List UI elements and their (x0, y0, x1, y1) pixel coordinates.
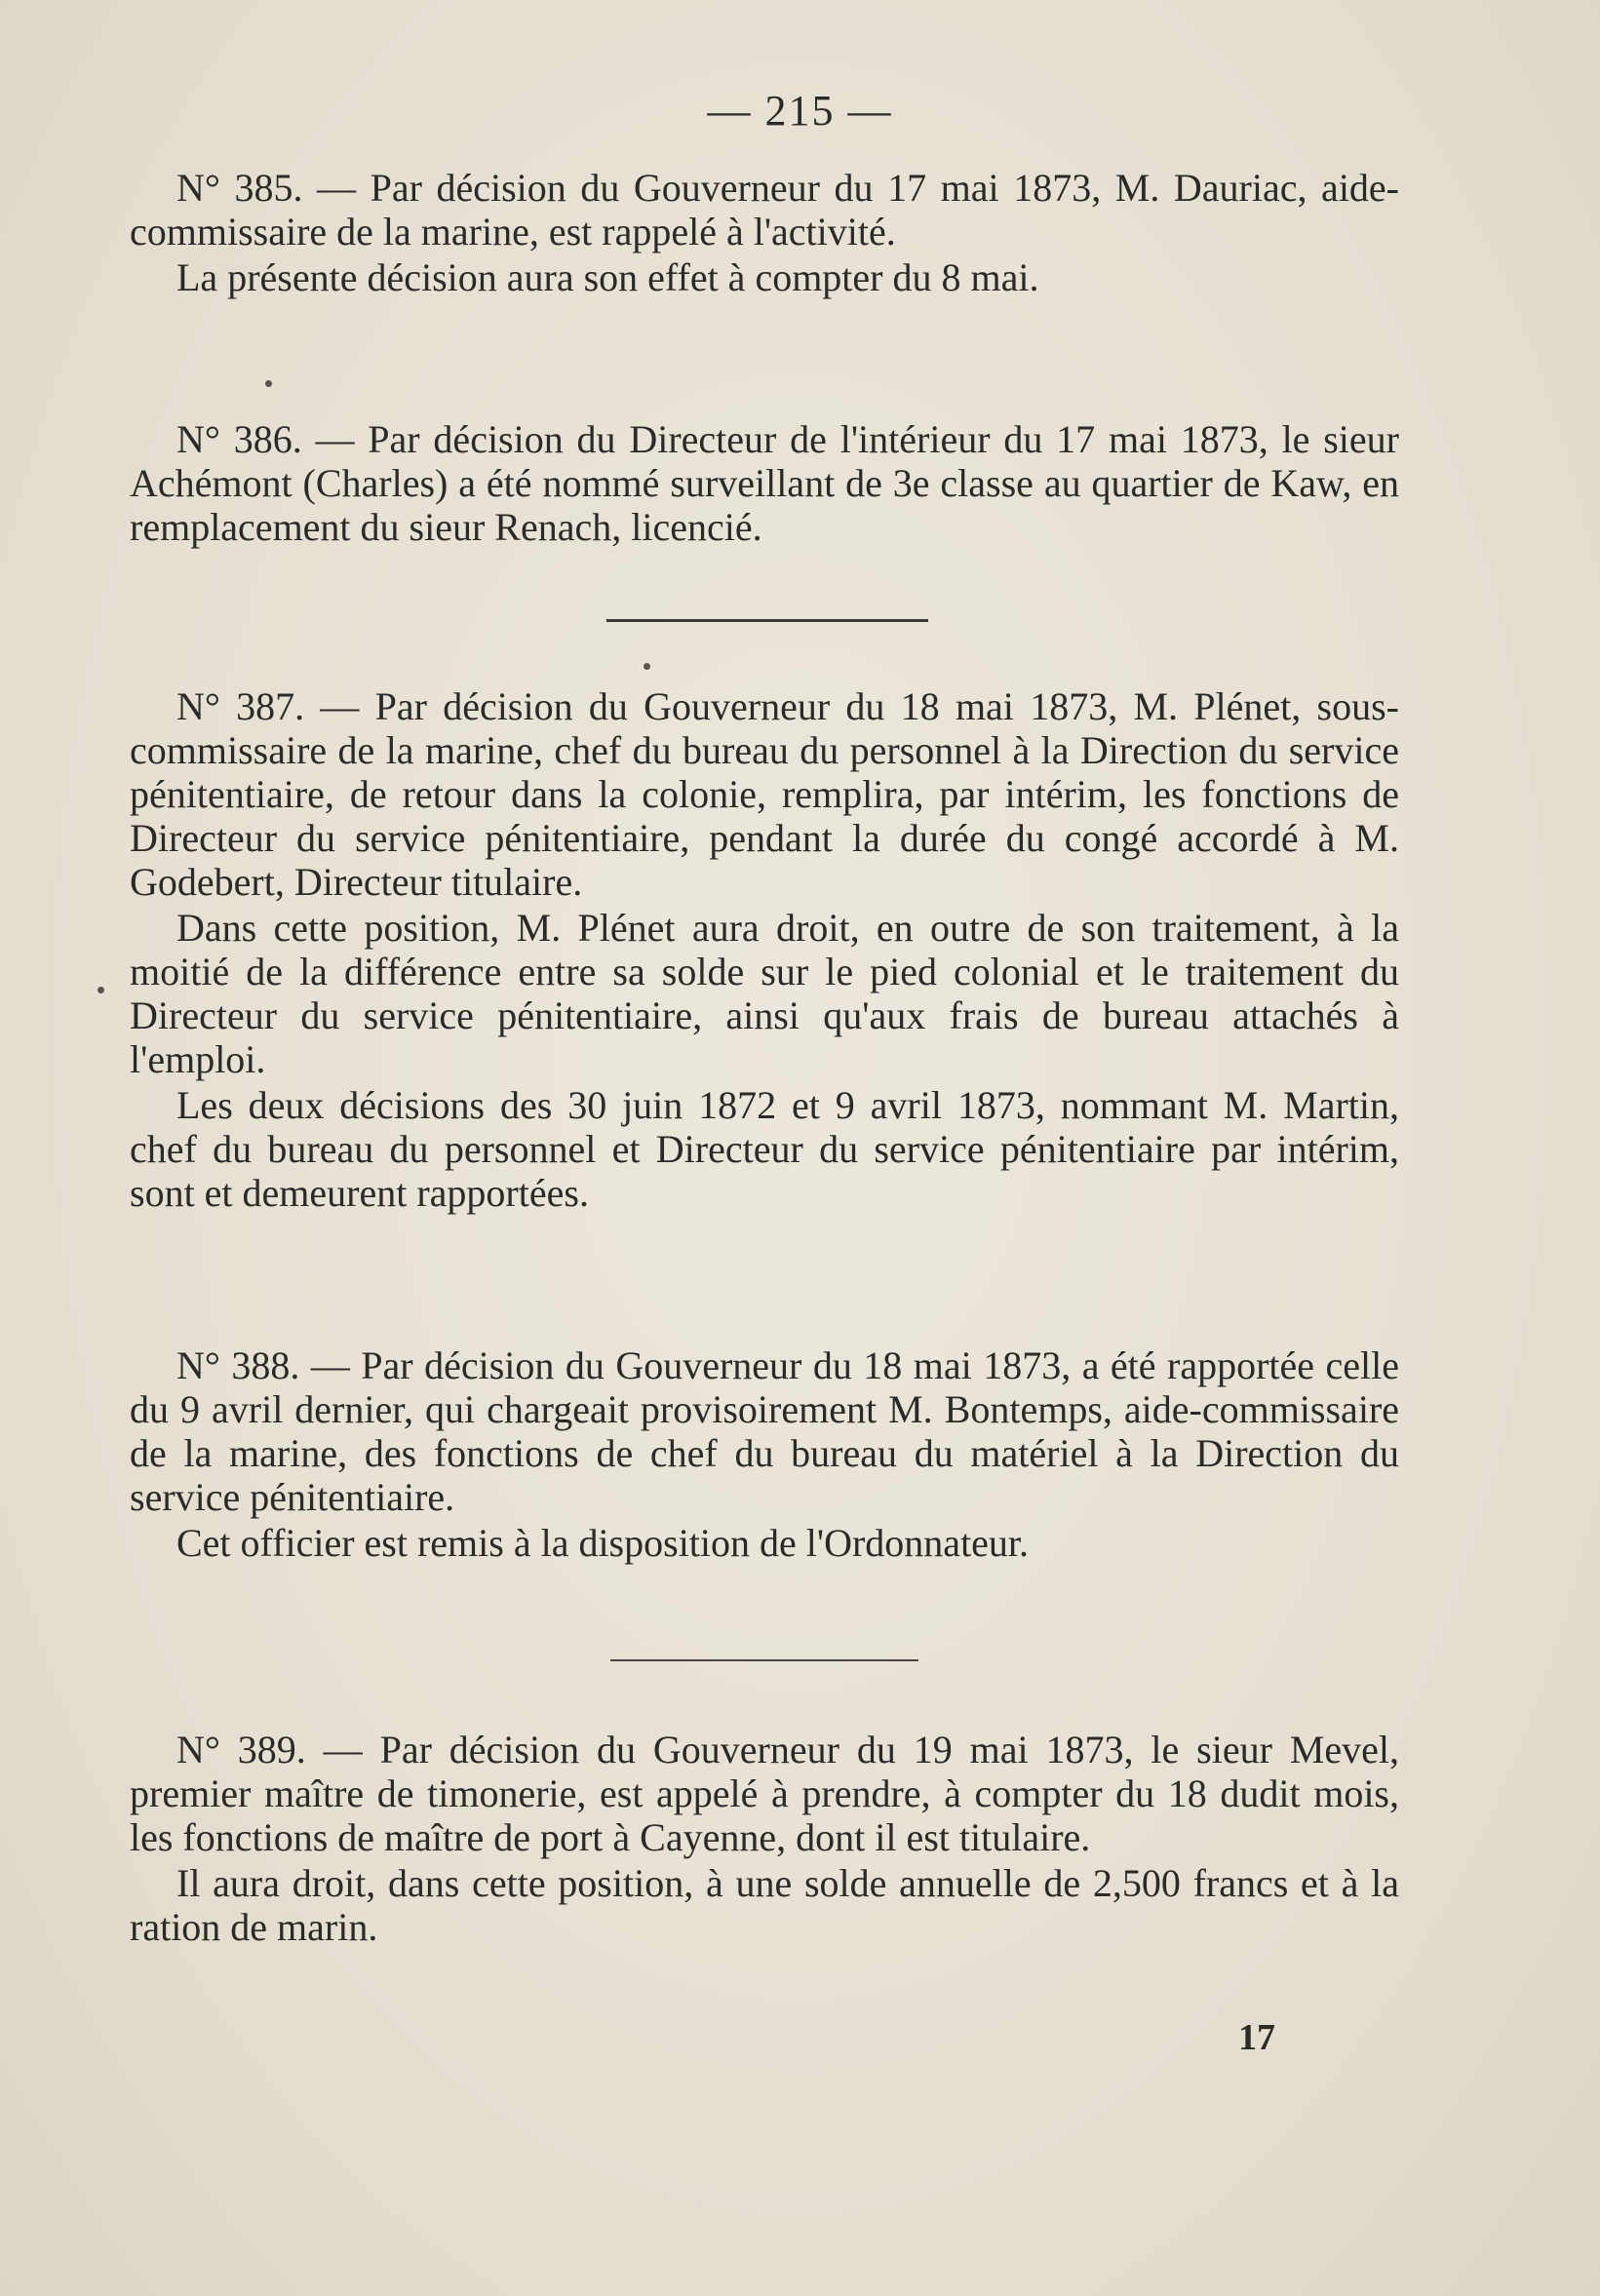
section-divider (610, 1659, 918, 1661)
entry-paragraph: Cet officier est remis à la disposition de l'Ordonnateur. (176, 1521, 1030, 1565)
entry-389 (130, 1728, 1399, 1949)
paper-speck (98, 987, 104, 993)
section-divider (606, 619, 928, 622)
entry-388 (130, 1343, 1399, 1565)
entry-paragraph: N° 385. — Par décision du Gouverneur du 17 mai 1873, M. Dauriac, aide-commissaire de la marine, est rappelé à l'activité. (130, 166, 1399, 253)
paper-speck (644, 663, 650, 670)
entry-paragraph: N° 386. — Par décision du Directeur de l'intérieur du 17 mai 1873, le sieur Achémont (Charles) a été nommé surveillant de 3e classe au quartier de Kaw, en remplacement du sieur Renach, licencié. (130, 417, 1399, 549)
entry-paragraph: Il aura droit, dans cette position, à une solde annuelle de 2,500 francs et à la ration de marin. (130, 1861, 1399, 1949)
signature-mark: 17 (1238, 2017, 1275, 2058)
entry-386 (130, 417, 1399, 549)
paper-speck (265, 380, 272, 387)
entry-387 (130, 684, 1399, 1215)
page-number: — 215 — (707, 87, 893, 135)
entry-paragraph: Dans cette position, M. Plénet aura droit, en outre de son traitement, à la moitié de la différence entre sa solde sur le pied colonial et le traitement du Directeur du service pénitentiaire, ainsi qu'aux frais de bureau attachés à l'emploi. (130, 906, 1399, 1081)
entry-385 (130, 166, 1399, 299)
entry-paragraph: N° 387. — Par décision du Gouverneur du 18 mai 1873, M. Plénet, sous-commissaire de la marine, chef du bureau du personnel à la Direction du service pénitentiaire, de retour dans la colonie, remplira, par intérim, les fonctions de Directeur du service pénitentiaire, pendant la durée du congé accordé à M. Godebert, Directeur titulaire. (130, 684, 1399, 904)
entry-paragraph: N° 388. — Par décision du Gouverneur du 18 mai 1873, a été rapportée celle du 9 avril dernier, qui chargeait provisoirement M. Bontemps, aide-commissaire de la marine, des fonctions de chef du bureau du matériel à la Direction du service pénitentiaire. (130, 1343, 1399, 1519)
entry-paragraph: La présente décision aura son effet à compter du 8 mai. (176, 255, 1039, 299)
entry-paragraph: N° 389. — Par décision du Gouverneur du 19 mai 1873, le sieur Mevel, premier maître de timonerie, est appelé à prendre, à compter du 18 dudit mois, les fonctions de maître de port à Cayenne, dont il est titulaire. (130, 1728, 1399, 1859)
entry-paragraph: Les deux décisions des 30 juin 1872 et 9 avril 1873, nommant M. Martin, chef du bureau du personnel et Directeur du service pénitentiaire par intérim, sont et demeurent rapportées. (130, 1083, 1399, 1215)
